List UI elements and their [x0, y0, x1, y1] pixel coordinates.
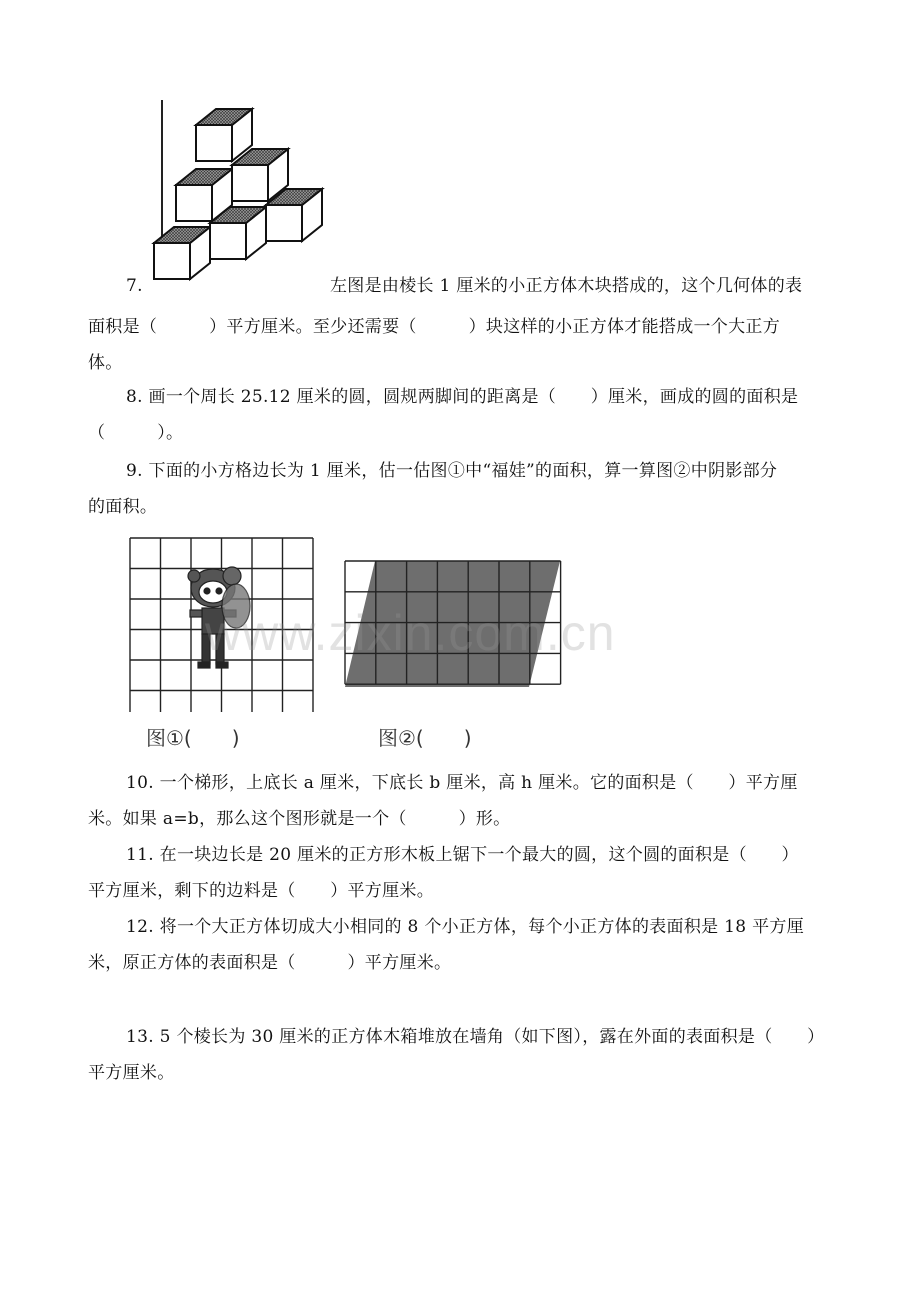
- q8-line1: 8. 画一个周长 25.12 厘米的圆，圆规两脚间的距离是（ ）厘米，画成的圆的面积是: [126, 387, 799, 407]
- q11-line1: 11. 在一块边长是 20 厘米的正方形木板上锯下一个最大的圆，这个圆的面积是（ ）: [126, 845, 799, 865]
- cube-front-face: [232, 165, 268, 201]
- q7-line3: 体。: [88, 353, 123, 373]
- cube-front-face: [154, 243, 190, 279]
- q9-line1: 9. 下面的小方格边长为 1 厘米，估一估图①中“福娃”的面积，算一算图②中阴影部分: [126, 461, 778, 481]
- q13-line1: 13. 5 个棱长为 30 厘米的正方体木箱堆放在墙角（如下图），露在外面的表面积是（ ）: [126, 1027, 825, 1047]
- q13-line2: 平方厘米。: [88, 1063, 175, 1083]
- figure-2-caption: 图②( ): [378, 726, 472, 750]
- q7-line2: 面积是（ ）平方厘米。至少还需要（ ）块这样的小正方体才能搭成一个大正方: [88, 317, 780, 337]
- q12-line1: 12. 将一个大正方体切成大小相同的 8 个小正方体，每个小正方体的表面积是 18 平方厘: [126, 917, 805, 937]
- q12-line2: 米，原正方体的表面积是（ ）平方厘米。: [88, 953, 452, 973]
- q10-line2: 米。如果 a=b，那么这个图形就是一个（ ）形。: [88, 809, 511, 829]
- cube-front-face: [266, 205, 302, 241]
- q8-line2: （ ）。: [88, 423, 184, 443]
- cube-front-face: [210, 223, 246, 259]
- q7-number: 7.: [126, 276, 143, 296]
- cube-front-face: [176, 185, 212, 221]
- watermark: www.zixin.com.cn: [205, 605, 616, 661]
- cube-stack-figure: [140, 95, 340, 285]
- cube-front-face: [196, 125, 232, 161]
- q11-line2: 平方厘米，剩下的边料是（ ）平方厘米。: [88, 881, 434, 901]
- q7-line1: 左图是由棱长 1 厘米的小正方体木块搭成的，这个几何体的表: [330, 276, 803, 296]
- q10-line1: 10. 一个梯形，上底长 a 厘米，下底长 b 厘米，高 h 厘米。它的面积是（ ）平方厘: [126, 773, 798, 793]
- q9-line2: 的面积。: [88, 497, 158, 517]
- figure-1-caption: 图①( ): [146, 726, 240, 750]
